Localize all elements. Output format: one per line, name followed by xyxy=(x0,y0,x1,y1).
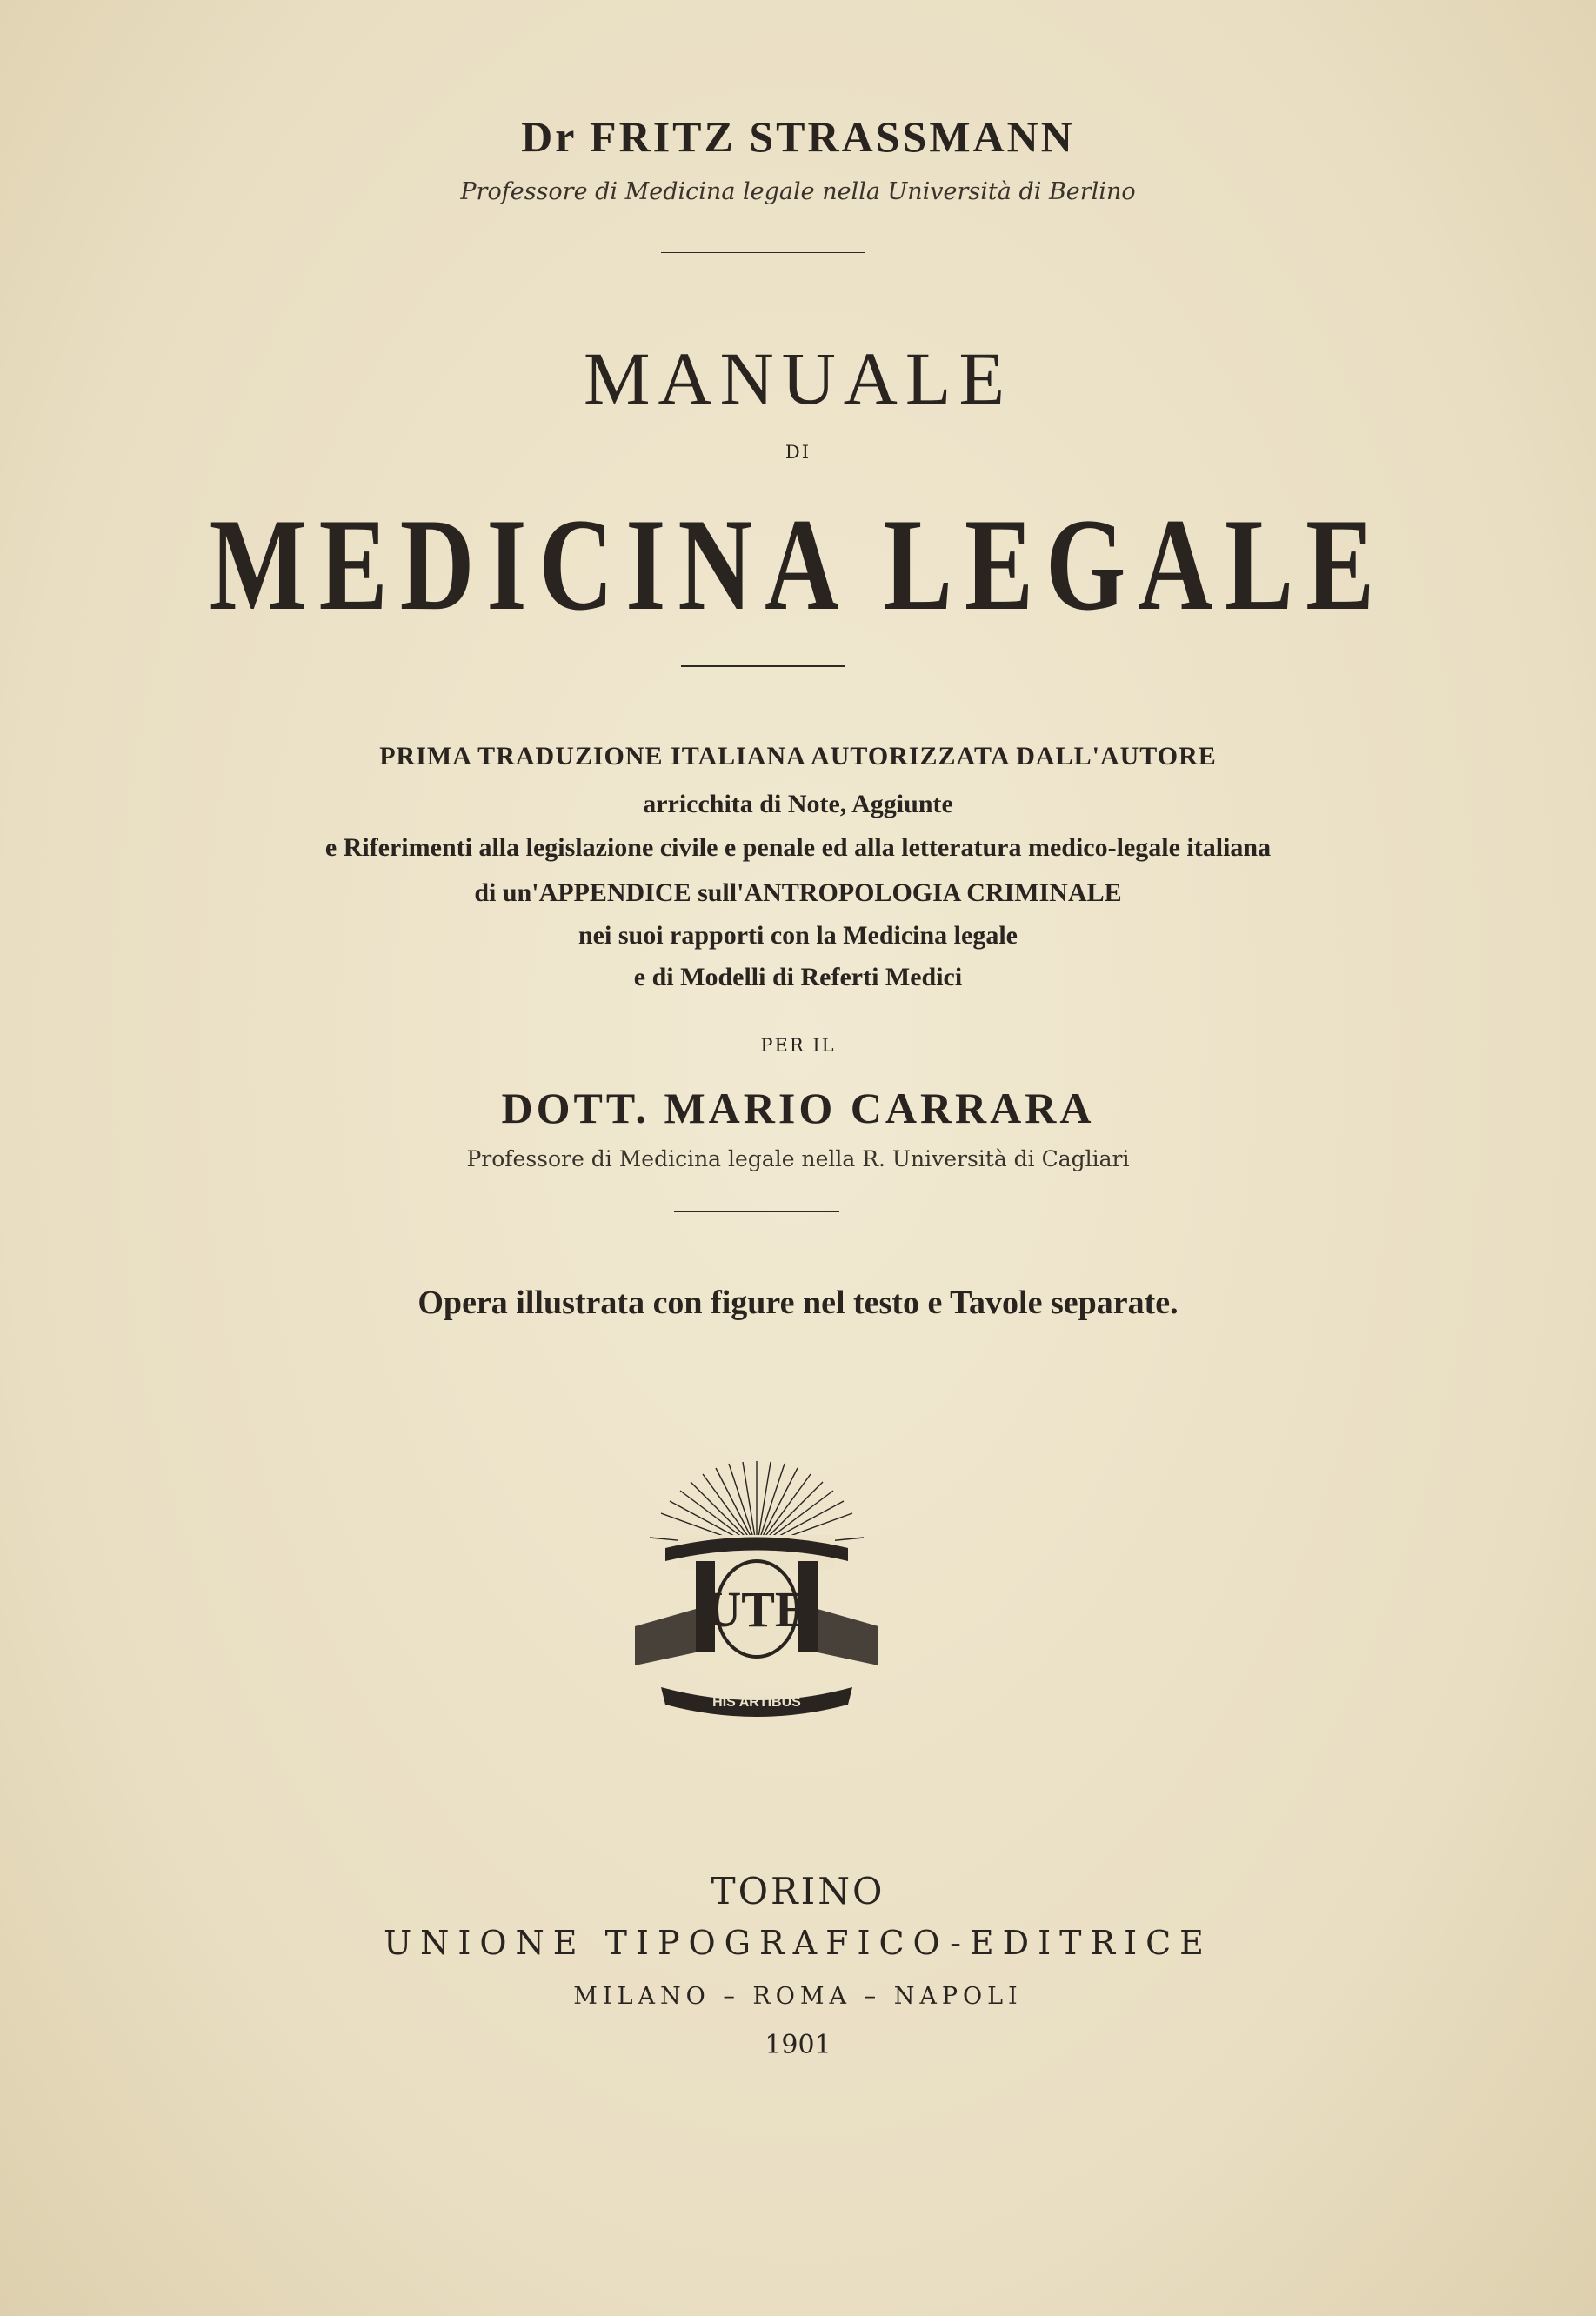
imprint-branches: MILANO – ROMA – NAPOLI xyxy=(573,1983,1023,2010)
author-name: Dr FRITZ STRASSMANN xyxy=(521,112,1075,161)
subtitle-line-5: nei suoi rapporti con la Medicina legale xyxy=(578,921,1018,950)
imprint-city: TORINO xyxy=(711,1870,885,1912)
title-main: MEDICINA LEGALE xyxy=(209,491,1387,637)
subtitle-line-2: arricchita di Note, Aggiunte xyxy=(643,790,953,818)
imprint-year: 1901 xyxy=(765,2030,831,2060)
divider-rule xyxy=(674,1211,839,1212)
svg-text:HIS ARTIBUS: HIS ARTIBUS xyxy=(712,1695,801,1710)
divider-rule xyxy=(661,252,865,253)
subtitle-line-6: e di Modelli di Referti Medici xyxy=(633,963,963,991)
svg-text:UTE: UTE xyxy=(705,1581,809,1638)
translator-name: DOTT. MARIO CARRARA xyxy=(501,1084,1095,1132)
imprint-publisher: UNIONE TIPOGRAFICO-EDITRICE xyxy=(384,1924,1212,1962)
subtitle-line-4: di un'APPENDICE sull'ANTROPOLOGIA CRIMINALE xyxy=(474,878,1122,907)
publisher-emblem-icon xyxy=(626,1452,887,1731)
illustration-note: Opera illustrata con figure nel testo e Tavole separate. xyxy=(417,1285,1179,1321)
author-affiliation: Professore di Medicina legale nella Università di Berlino xyxy=(460,178,1136,205)
subtitle-line-1: PRIMA TRADUZIONE ITALIANA AUTORIZZATA DALL'AUTORE xyxy=(379,742,1217,771)
per-il-label: PER IL xyxy=(760,1035,836,1056)
subtitle-line-3: e Riferimenti alla legislazione civile e penale ed alla letteratura medico-legale italiana xyxy=(324,833,1272,862)
title-manuale: MANUALE xyxy=(584,337,1012,420)
divider-rule xyxy=(681,665,845,667)
translator-affiliation: Professore di Medicina legale nella R. Università di Cagliari xyxy=(466,1146,1130,1171)
title-connector: DI xyxy=(785,442,811,463)
